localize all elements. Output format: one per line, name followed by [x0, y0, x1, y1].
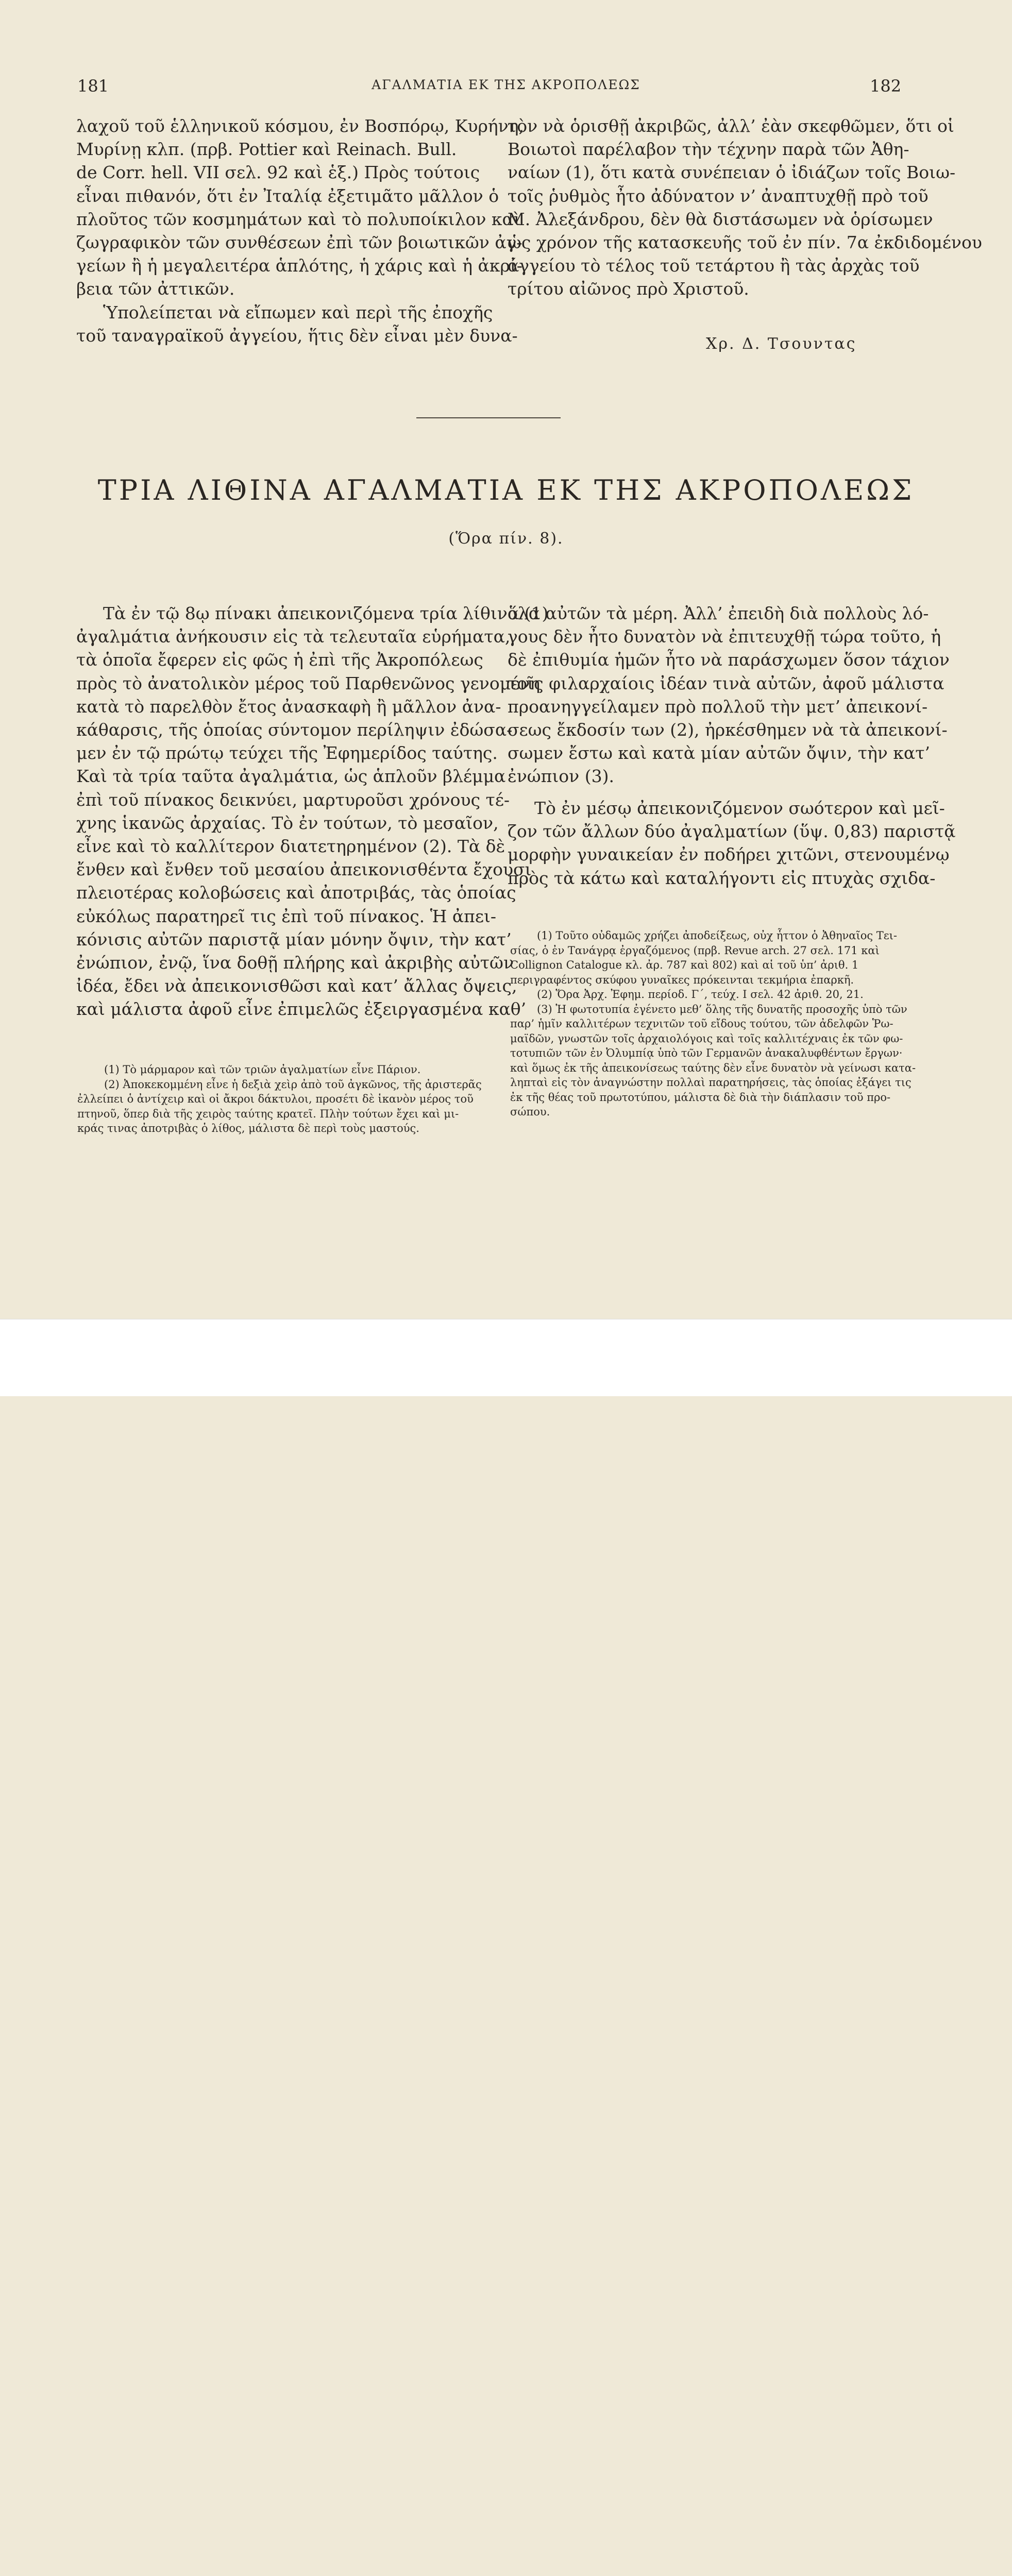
footnotes-right: [510, 928, 916, 1120]
text-line: ἔνθεν καὶ ἔνθεν τοῦ μεσαίου ἀπεικονισθέντα ἔχουσι: [76, 859, 532, 880]
text-line: ἐνώπιον, ἐνῷ, ἵνα δοθῇ πλήρης καὶ ἀκριβὴς αὐτῶν: [76, 953, 514, 973]
article-title: ΤΡΙΑ ΛΙΘΙΝΑ ΑΓΑΛΜΑΤΙΑ ΕΚ ΤΗΣ ΑΚΡΟΠΟΛΕΩΣ: [97, 474, 915, 506]
text-line: εὐκόλως παρατηρεῖ τις ἐπὶ τοῦ πίνακος. Ἡ ἀπει-: [76, 906, 497, 926]
text-line: καὶ ὅμως ἐκ τῆς ἀπεικονίσεως ταύτης δὲν εἶνε δυνατὸν νὰ γείνωσι κατα-: [510, 1061, 916, 1074]
text-line: ἐλλείπει ὁ ἀντίχειρ καὶ οἱ ἄκροι δάκτυλοι, προσέτι δὲ ἱκανὸν μέρος τοῦ: [77, 1093, 474, 1105]
viewer-footer: [0, 1319, 1012, 1396]
text-line: τὸν νὰ ὁρισθῇ ἀκριβῶς, ἀλλ’ ἐὰν σκεφθῶμεν, ὅτι οἱ: [508, 116, 954, 136]
text-line: πρὸς τὸ ἀνατολικὸν μέρος τοῦ Παρθενῶνος γενομένη: [76, 673, 541, 693]
text-line: (1) Τὸ μάρμαρον καὶ τῶν τριῶν ἀγαλματίων εἶνε Πάριον.: [104, 1063, 421, 1076]
text-line: (2) Ἀποκεκομμένη εἶνε ἡ δεξιὰ χεὶρ ἀπὸ τοῦ ἀγκῶνος, τῆς ἀριστερᾶς: [104, 1078, 482, 1091]
text-line: πλοῦτος τῶν κοσμημάτων καὶ τὸ πολυποίκιλον καὶ: [76, 209, 520, 229]
text-line: ὅλα αὐτῶν τὰ μέρη. Ἀλλ’ ἐπειδὴ διὰ πολλοὺς λό-: [508, 603, 929, 623]
author-signature: Χρ. Δ. Τσουντας: [706, 335, 857, 353]
text-line: τοῖς ῥυθμὸς ἦτο ἀδύνατον ν’ ἀναπτυχθῇ πρὸ τοῦ: [508, 185, 929, 206]
text-line: σώπου.: [510, 1106, 550, 1118]
text-line: ἰδέα, ἔδει νὰ ἀπεικονισθῶσι καὶ κατ’ ἄλλας ὄψεις,: [76, 976, 517, 996]
text-line: μορφὴν γυναικείαν ἐν ποδήρει χιτῶνι, στενουμένῳ: [508, 844, 950, 865]
text-line: ζωγραφικὸν τῶν συνθέσεων ἐπὶ τῶν βοιωτικῶν ἀγ-: [76, 232, 522, 253]
text-line: προανηγγείλαμεν πρὸ πολλοῦ τὴν μετ’ ἀπεικονί-: [508, 696, 928, 717]
text-line: πτηνοῦ, ὅπερ διὰ τῆς χειρὸς ταύτης κρατεῖ. Πλὴν τούτων ἔχει καὶ μι-: [77, 1107, 459, 1120]
text-line: μαϊδῶν, γνωστῶν τοῖς ἀρχαιολόγοις καὶ τοῖς καλλιτέχναις ἐκ τῶν φω-: [510, 1032, 903, 1045]
text-line: Ὑπολείπεται νὰ εἴπωμεν καὶ περὶ τῆς ἐποχῆς: [103, 302, 493, 323]
text-line: σωμεν ἔστω καὶ κατὰ μίαν αὐτῶν ὄψιν, τὴν κατ’: [508, 743, 930, 764]
text-line: εἶνε καὶ τὸ καλλίτερον διατετηρημένον (2). Τὰ δὲ: [76, 836, 505, 857]
text-line: Καὶ τὰ τρία ταῦτα ἀγαλμάτια, ὡς ἁπλοῦν βλέμμα: [76, 766, 506, 787]
text-line: σίας, ὁ ἐν Τανάγρᾳ ἐργαζόμενος (πρβ. Revue arch. 27 σελ. 171 καὶ: [510, 944, 880, 957]
body-right-column-upper: [508, 602, 950, 788]
text-line: κατὰ τὸ παρελθὸν ἔτος ἀνασκαφὴ ἢ μᾶλλον ἀνα-: [76, 696, 501, 717]
text-line: περιγραφέντος σκύφου γυναῖκες πρόκεινται τεκμήρια ἐπαρκῆ.: [510, 973, 854, 986]
text-line: Τὸ ἐν μέσῳ ἀπεικονιζόμενον σωότερον καὶ μεῖ-: [534, 798, 945, 818]
text-line: Βοιωτοὶ παρέλαβον τὴν τέχνην παρὰ τῶν Ἀθη-: [508, 139, 909, 160]
page-number-left: 181: [77, 76, 109, 96]
article-subtitle: (Ὅρα πίν. 8).: [448, 530, 564, 548]
text-line: Collignon Catalogue κλ. ἀρ. 787 καὶ 802) καὶ αἱ τοῦ ὑπ’ ἀριθ. 1: [510, 959, 859, 971]
top-right-column: [508, 114, 982, 301]
body-right-column-lower: [508, 796, 956, 890]
text-line: λαχοῦ τοῦ ἑλληνικοῦ κόσμου, ἐν Βοσπόρῳ, Κυρήνη,: [76, 116, 524, 136]
text-line: (2) Ὅρα Ἀρχ. Ἐφημ. περίοδ. Γ΄, τεύχ. I σελ. 42 ἀριθ. 20, 21.: [537, 988, 864, 1001]
text-line: ὡς χρόνον τῆς κατασκευῆς τοῦ ἐν πίν. 7α ἐκδιδομένου: [508, 232, 982, 253]
text-line: καὶ μάλιστα ἀφοῦ εἶνε ἐπιμελῶς ἐξειργασμένα καθ’: [76, 999, 527, 1020]
text-line: ἀγγείου τὸ τέλος τοῦ τετάρτου ἢ τὰς ἀρχὰς τοῦ: [508, 256, 920, 276]
text-line: παρ’ ἡμῖν καλλιτέρων τεχνιτῶν τοῦ εἴδους τούτου, τῶν ἀδελφῶν Ῥω-: [510, 1018, 893, 1030]
text-line: σεως ἔκδοσίν των (2), ἠρκέσθημεν νὰ τὰ ἀπεικονί-: [508, 720, 948, 740]
text-line: ἐνώπιον (3).: [508, 766, 614, 787]
text-line: βεια τῶν ἀττικῶν.: [76, 279, 235, 299]
text-line: ναίων (1), ὅτι κατὰ συνέπειαν ὁ ἰδιάζων τοῖς Βοιω-: [508, 162, 956, 183]
text-line: de Corr. hell. VII σελ. 92 καὶ ἑξ.) Πρὸς τούτοις: [76, 162, 480, 183]
text-line: (1) Τοῦτο οὐδαμῶς χρήζει ἀποδείξεως, οὐχ ἧττον ὁ Ἀθηναῖος Τει-: [537, 929, 897, 942]
text-line: ζον τῶν ἄλλων δύο ἀγαλματίων (ὕψ. 0,83) παριστᾷ: [508, 821, 956, 842]
text-line: τοτυπιῶν τῶν ἐν Ὀλυμπίᾳ ὑπὸ τῶν Γερμανῶν ἀνακαλυφθέντων ἔργων·: [510, 1047, 903, 1059]
text-line: (3) Ἡ φωτοτυπία ἐγένετο μεθ’ ὅλης τῆς δυνατῆς προσοχῆς ὑπὸ τῶν: [537, 1003, 907, 1015]
text-line: μεν ἐν τῷ πρώτῳ τεύχει τῆς Ἐφημερίδος ταύτης.: [76, 743, 498, 764]
text-line: ληπταὶ εἰς τὸν ἀναγνώστην πολλαὶ παρατηρήσεις, τὰς ὁποίας ἐξάγει τις: [510, 1076, 912, 1089]
text-line: γους δὲν ἦτο δυνατὸν νὰ ἐπιτευχθῇ τώρα τοῦτο, ἡ: [508, 626, 941, 647]
text-line: πλειοτέρας κολοβώσεις καὶ ἀποτριβάς, τὰς ὁποίας: [76, 883, 516, 903]
page-number-right: 182: [870, 76, 902, 96]
text-line: κάθαρσις, τῆς ὁποίας σύντομον περίληψιν ἐδώσα-: [76, 720, 513, 740]
text-line: κόνισις αὐτῶν παριστᾷ μίαν μόνην ὄψιν, τὴν κατ’: [76, 929, 512, 950]
text-line: τὰ ὁποῖα ἔφερεν εἰς φῶς ἡ ἐπὶ τῆς Ἀκροπόλεως: [76, 650, 483, 670]
top-left-column: [76, 114, 524, 347]
text-line: τοῖς φιλαρχαίοις ἰδέαν τινὰ αὐτῶν, ἀφοῦ μάλιστα: [508, 673, 944, 693]
text-line: Μυρίνῃ κλπ. (πρβ. Pottier καὶ Reinach. Bull.: [76, 139, 457, 160]
text-line: χνης ἱκανῶς ἀρχαίας. Τὸ ἐν τούτων, τὸ μεσαῖον,: [76, 812, 499, 833]
text-line: κράς τινας ἀποτριβὰς ὁ λίθος, μάλιστα δὲ περὶ τοὺς μαστούς.: [77, 1122, 419, 1134]
text-line: ἐκ τῆς θέας τοῦ πρωτοτύπου, μάλιστα δὲ διὰ τὴν διάπλασιν τοῦ προ-: [510, 1091, 891, 1104]
text-line: ἀγαλμάτια ἀνήκουσιν εἰς τὰ τελευταῖα εὑρήματα,: [76, 626, 511, 647]
text-line: πρὸς τὰ κάτω καὶ καταλήγοντι εἰς πτυχὰς σχιδα-: [508, 868, 936, 888]
text-line: Μ. Ἀλεξάνδρου, δὲν θὰ διστάσωμεν νὰ ὁρίσωμεν: [508, 209, 933, 229]
text-line: τρίτου αἰῶνος πρὸ Χριστοῦ.: [508, 279, 749, 299]
body-left-column: [76, 602, 549, 1021]
text-line: εἶναι πιθανόν, ὅτι ἐν Ἰταλίᾳ ἐξετιμᾶτο μᾶλλον ὁ: [76, 185, 499, 206]
running-title: ΑΓΑΛΜΑΤΙΑ ΕΚ ΤΗΣ ΑΚΡΟΠΟΛΕΩΣ: [372, 77, 640, 92]
text-line: τοῦ ταναγραϊκοῦ ἀγγείου, ἥτις δὲν εἶναι μὲν δυνα-: [76, 325, 518, 346]
footnotes-left: [77, 1062, 482, 1136]
text-line: δὲ ἐπιθυμία ἡμῶν ἦτο νὰ παράσχωμεν ὅσον τάχιον: [508, 650, 950, 670]
text-line: ἐπὶ τοῦ πίνακος δεικνύει, μαρτυροῦσι χρόνους τέ-: [76, 789, 510, 810]
section-divider: [416, 417, 561, 418]
text-line: Τὰ ἐν τῷ 8ῳ πίνακι ἀπεικονιζόμενα τρία λίθινα (1): [103, 603, 549, 623]
text-line: γείων ἢ ἡ μεγαλειτέρα ἁπλότης, ἡ χάρις καὶ ἡ ἀκρί-: [76, 256, 522, 276]
